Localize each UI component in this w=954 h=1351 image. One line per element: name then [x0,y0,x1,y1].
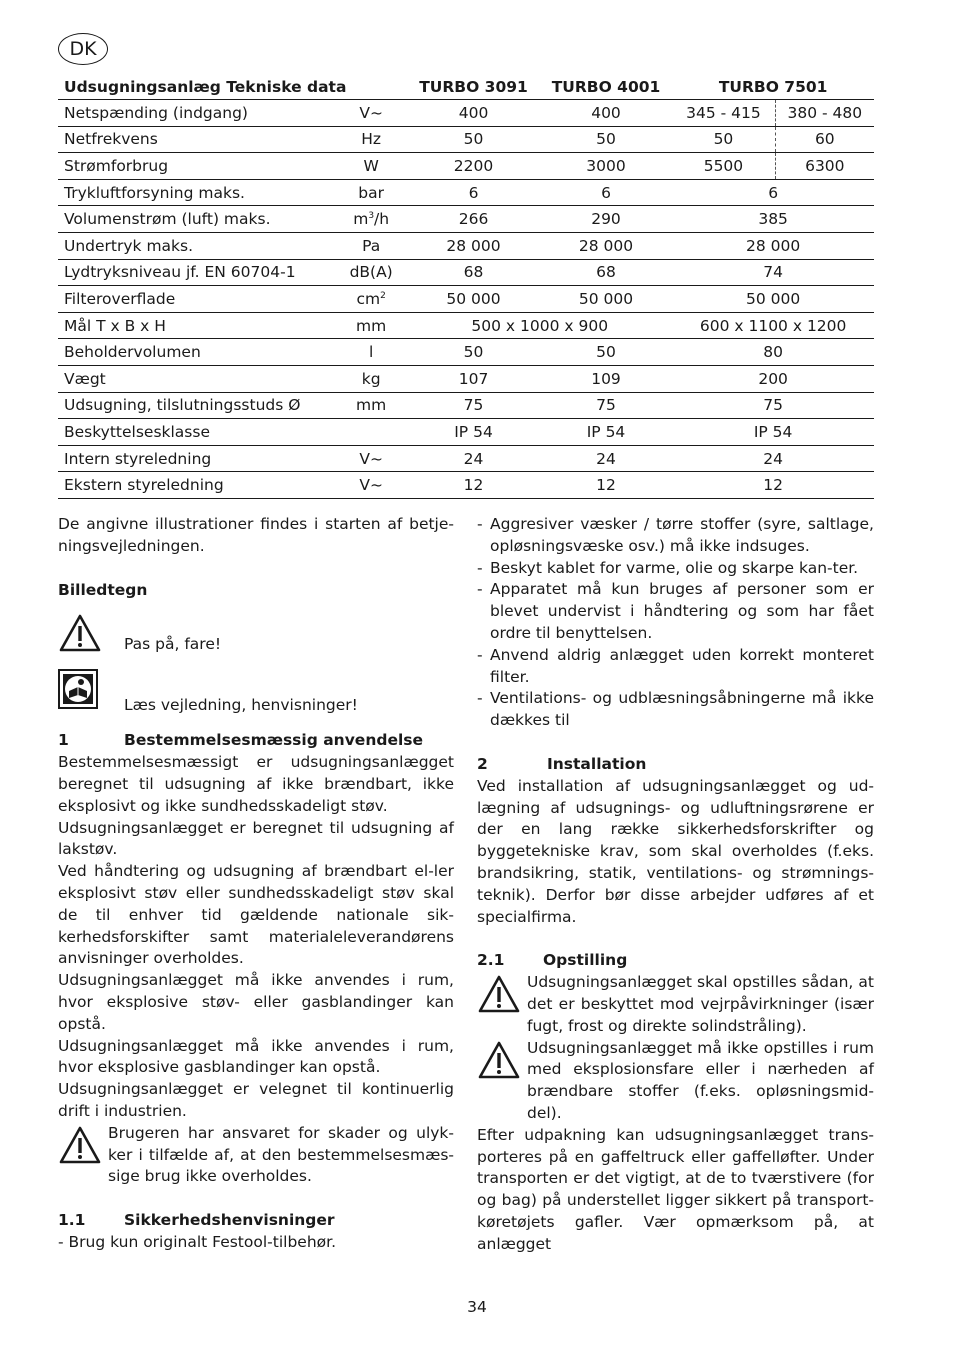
safety-bullet: - Ventilations- og udblæsningsåbningerne må ikke dækkes til [477,688,874,732]
model-header-turbo-3091: TURBO 3091 [407,74,539,100]
row-unit [335,206,407,233]
left-column [58,514,454,1254]
table-row [58,179,874,206]
value-turbo-7501: 24 [672,445,874,472]
value-turbo-4001: 68 [540,259,672,286]
value-turbo-7501: 74 [672,259,874,286]
value-turbo-7501: 600 x 1100 x 1200 [672,312,874,339]
section-1-warning [58,1123,454,1188]
section-1-paragraph: Ved håndtering og udsugning af brændbart el-ler eksplosivt støv eller sundhedsskadeligt støv skal de til enhver tid gældende nationale sik-kerhedsforskifter samt materialeleverandørens anvisninger overholdes. [58,862,454,968]
row-unit: V~ [335,100,407,127]
row-unit: dB(A) [335,259,407,286]
section-1-1-heading [58,1210,454,1232]
value-turbo-7501: 75 [672,392,874,419]
row-unit: W [335,153,407,180]
value-turbo-7501-b: 6300 [775,153,874,180]
section-1-paragraph: Udsugningsanlægget er velegnet til kontinuerlig drift i industrien. [58,1080,454,1120]
value-turbo-3091: 24 [407,445,539,472]
section-2-number: 2 [477,754,488,773]
value-turbo-7501-a: 345 - 415 [672,100,775,127]
row-unit: mm [335,392,407,419]
safety-bullet: - Anvend aldrig anlægget uden korrekt monteret filter. [477,645,874,689]
value-turbo-4001: 12 [540,472,672,499]
row-label: Filteroverflade [58,286,335,313]
value-turbo-4001: 24 [540,445,672,472]
row-label: Udsugning, tilslutningsstuds Ø [58,392,335,419]
row-label: Volumenstrøm (luft) maks. [58,206,335,233]
row-label: Mål T x B x H [58,312,335,339]
unit-tail: /h [374,210,390,229]
table-row [58,419,874,446]
section-1-1-number: 1.1 [58,1211,86,1230]
row-unit: Hz [335,126,407,153]
safety-bullet: - Beskyt kablet for varme, olie og skarpe kan-ter. [477,558,874,580]
row-label: Vægt [58,365,335,392]
section-1-paragraph: Udsugningsanlægget må ikke anvendes i rum, hvor eksplosive gasblandinger kan opstå. [58,1036,454,1077]
section-1-title: Bestemmelsesmæssig anvendelse [124,731,424,750]
value-turbo-3091: 50 [407,126,539,153]
right-column [477,514,874,1256]
safety-bullet: - Apparatet må kun bruges af personer som er blevet undervist i håndtering og som har fået ordre til benyttelsen. [477,579,874,644]
value-turbo-7501-a: 50 [672,126,775,153]
safety-bullet: - Brug kun originalt Festool-tilbehør. [58,1232,337,1251]
value-turbo-7501-a: 5500 [672,153,775,180]
model-header-turbo-4001: TURBO 4001 [540,74,672,100]
section-2-1-heading [477,950,874,972]
row-unit: V~ [335,472,407,499]
value-turbo-7501: 385 [672,206,874,233]
table-row [58,100,874,127]
unit-base: m [353,210,369,229]
value-turbo-4001: 6 [540,179,672,206]
value-turbo-4001: 109 [540,365,672,392]
table-row [58,472,874,499]
value-turbo-7501: 28 000 [672,232,874,259]
safety-bullet-list [477,514,874,732]
warning-triangle-icon [477,1038,527,1125]
symbol-manual-text: Læs vejledning, henvisninger! [124,696,358,715]
symbols-heading: Billedtegn [58,580,148,599]
row-label: Strømforbrug [58,153,335,180]
value-turbo-3091: 28 000 [407,232,539,259]
tech-data-table [58,74,874,499]
section-1-heading [58,730,454,752]
value-turbo-7501: 200 [672,365,874,392]
value-turbo-4001: 28 000 [540,232,672,259]
table-row [58,126,874,153]
section-2-title: Installation [547,754,647,773]
value-turbo-7501-b: 60 [775,126,874,153]
section-2-1-warning [477,972,874,1037]
row-unit: mm [335,312,407,339]
row-unit: kg [335,365,407,392]
table-row [58,312,874,339]
row-label: Netfrekvens [58,126,335,153]
model-header-turbo-7501: TURBO 7501 [672,74,874,100]
row-unit: l [335,339,407,366]
value-turbo-7501: 80 [672,339,874,366]
table-row [58,339,874,366]
row-label: Intern styreledning [58,445,335,472]
section-2-paragraph: Ved installation af udsugningsanlægget og ud-lægning af udsugnings- og udluftningsrørene er der en lang række sikkerhedsforskrifter og byggetekniske krav, som skal overholdes (f.eks. brandsikring, statik, ventilations- og strømnings-teknik). Derfor bør disse arbejder udføres af et specialfirma. [477,776,874,926]
intro-paragraph: De angivne illustrationer findes i starten af betje-ningsvejledningen. [58,515,454,555]
value-turbo-4001: 290 [540,206,672,233]
value-turbo-4001: 75 [540,392,672,419]
row-unit: Pa [335,232,407,259]
value-turbo-3091: 68 [407,259,539,286]
value-turbo-4001: 50 000 [540,286,672,313]
table-row [58,153,874,180]
table-row [58,392,874,419]
row-unit [335,419,407,446]
value-turbo-4001: 400 [540,100,672,127]
value-turbo-3091: 50 000 [407,286,539,313]
row-label: Netspænding (indgang) [58,100,335,127]
section-1-paragraph: Bestemmelsesmæssigt er udsugningsanlægget beregnet til udsugning af ikke brændbart, ikke eksplosivt og ikke sundhedsskadeligt støv. [58,753,454,815]
symbol-warning-text: Pas på, fare! [124,635,222,654]
value-turbo-3091: 107 [407,365,539,392]
value-turbo-3091: 2200 [407,153,539,180]
row-unit: V~ [335,445,407,472]
section-2-heading [477,754,874,776]
value-turbo-7501: IP 54 [672,419,874,446]
page-number: 34 [467,1298,487,1316]
table-row [58,232,874,259]
section-2-1-warning-text: Udsugningsanlægget skal opstilles sådan, at det er beskyttet mod vejrpåvirkninger (især fugt, frost og direkte solindstråling). [527,973,874,1035]
unit-superscript: 3 [368,211,375,222]
row-label: Undertryk maks. [58,232,335,259]
value-turbo-3091: 75 [407,392,539,419]
value-turbo-3091: 400 [407,100,539,127]
row-unit: bar [335,179,407,206]
section-2-1-paragraph: Efter udpakning kan udsugningsanlægget trans-porteres på en gaffeltruck eller gaffelløfter. Under transporten er det vigtigt, at de to tværstivere (for og bag) på understellet ligger sikkert på transport-køretøjets gafler. Vær opmærksom på, at anlægget [477,1125,874,1253]
table-row [58,445,874,472]
value-turbo-3091: 6 [407,179,539,206]
section-1-paragraph: Udsugningsanlægget må ikke anvendes i rum, hvor eksplosive støv- eller gasblandinger kan opstå. [58,971,454,1033]
value-turbo-3091: 50 [407,339,539,366]
row-label: Trykluftforsyning maks. [58,179,335,206]
value-turbo-4001: 50 [540,339,672,366]
warning-triangle-icon [58,613,102,660]
value-turbo-3091: 266 [407,206,539,233]
language-badge: DK [58,33,108,65]
safety-bullet: - Aggresiver væsker / tørre stoffer (syre, saltlage, opløsningsvæske osv.) må ikke indsuges. [477,514,874,558]
row-label: Beskyttelsesklasse [58,419,335,446]
value-turbo-3091: IP 54 [407,419,539,446]
section-1-paragraph: Udsugningsanlægget er beregnet til udsugning af lakstøv. [58,818,454,859]
table-row [58,365,874,392]
row-label: Ekstern styreledning [58,472,335,499]
section-1-1-title: Sikkerhedshenvisninger [124,1211,335,1230]
row-label: Lydtryksniveau jf. EN 60704-1 [58,259,335,286]
table-row [58,206,874,233]
section-2-1-warning [477,1038,874,1125]
value-turbo-7501: 6 [672,179,874,206]
value-turbo-3091-4001: 500 x 1000 x 900 [407,312,672,339]
row-unit [335,286,407,313]
value-turbo-3091: 12 [407,472,539,499]
value-turbo-4001: IP 54 [540,419,672,446]
section-1-warning-text: Brugeren har ansvaret for skader og ulyk-ker i tilfælde af, at den bestemmelsesmæs-sige brug ikke overholdes. [108,1123,454,1186]
section-2-1-number: 2.1 [477,951,505,970]
unit-superscript: 2 [380,290,386,301]
symbol-row-manual [58,669,454,729]
table-title: Udsugningsanlæg Tekniske data [58,74,407,100]
value-turbo-7501: 50 000 [672,286,874,313]
unit-base: cm [356,289,381,308]
row-label: Beholdervolumen [58,339,335,366]
section-1-number: 1 [58,731,69,750]
table-row [58,286,874,313]
symbol-row-warning [58,613,454,669]
value-turbo-7501-b: 380 - 480 [775,100,874,127]
table-row [58,259,874,286]
table-header-row [58,74,874,100]
value-turbo-7501: 12 [672,472,874,499]
value-turbo-4001: 3000 [540,153,672,180]
section-2-1-warning-text: Udsugningsanlægget må ikke opstilles i rum med eksplosionsfare eller i nærheden af brændbare stoffer (f.eks. opløsningsmid-del). [527,1038,874,1122]
warning-triangle-icon [477,972,527,1037]
section-2-1-title: Opstilling [543,951,628,970]
read-manual-icon [58,669,98,716]
value-turbo-4001: 50 [540,126,672,153]
warning-triangle-icon [58,1123,108,1188]
